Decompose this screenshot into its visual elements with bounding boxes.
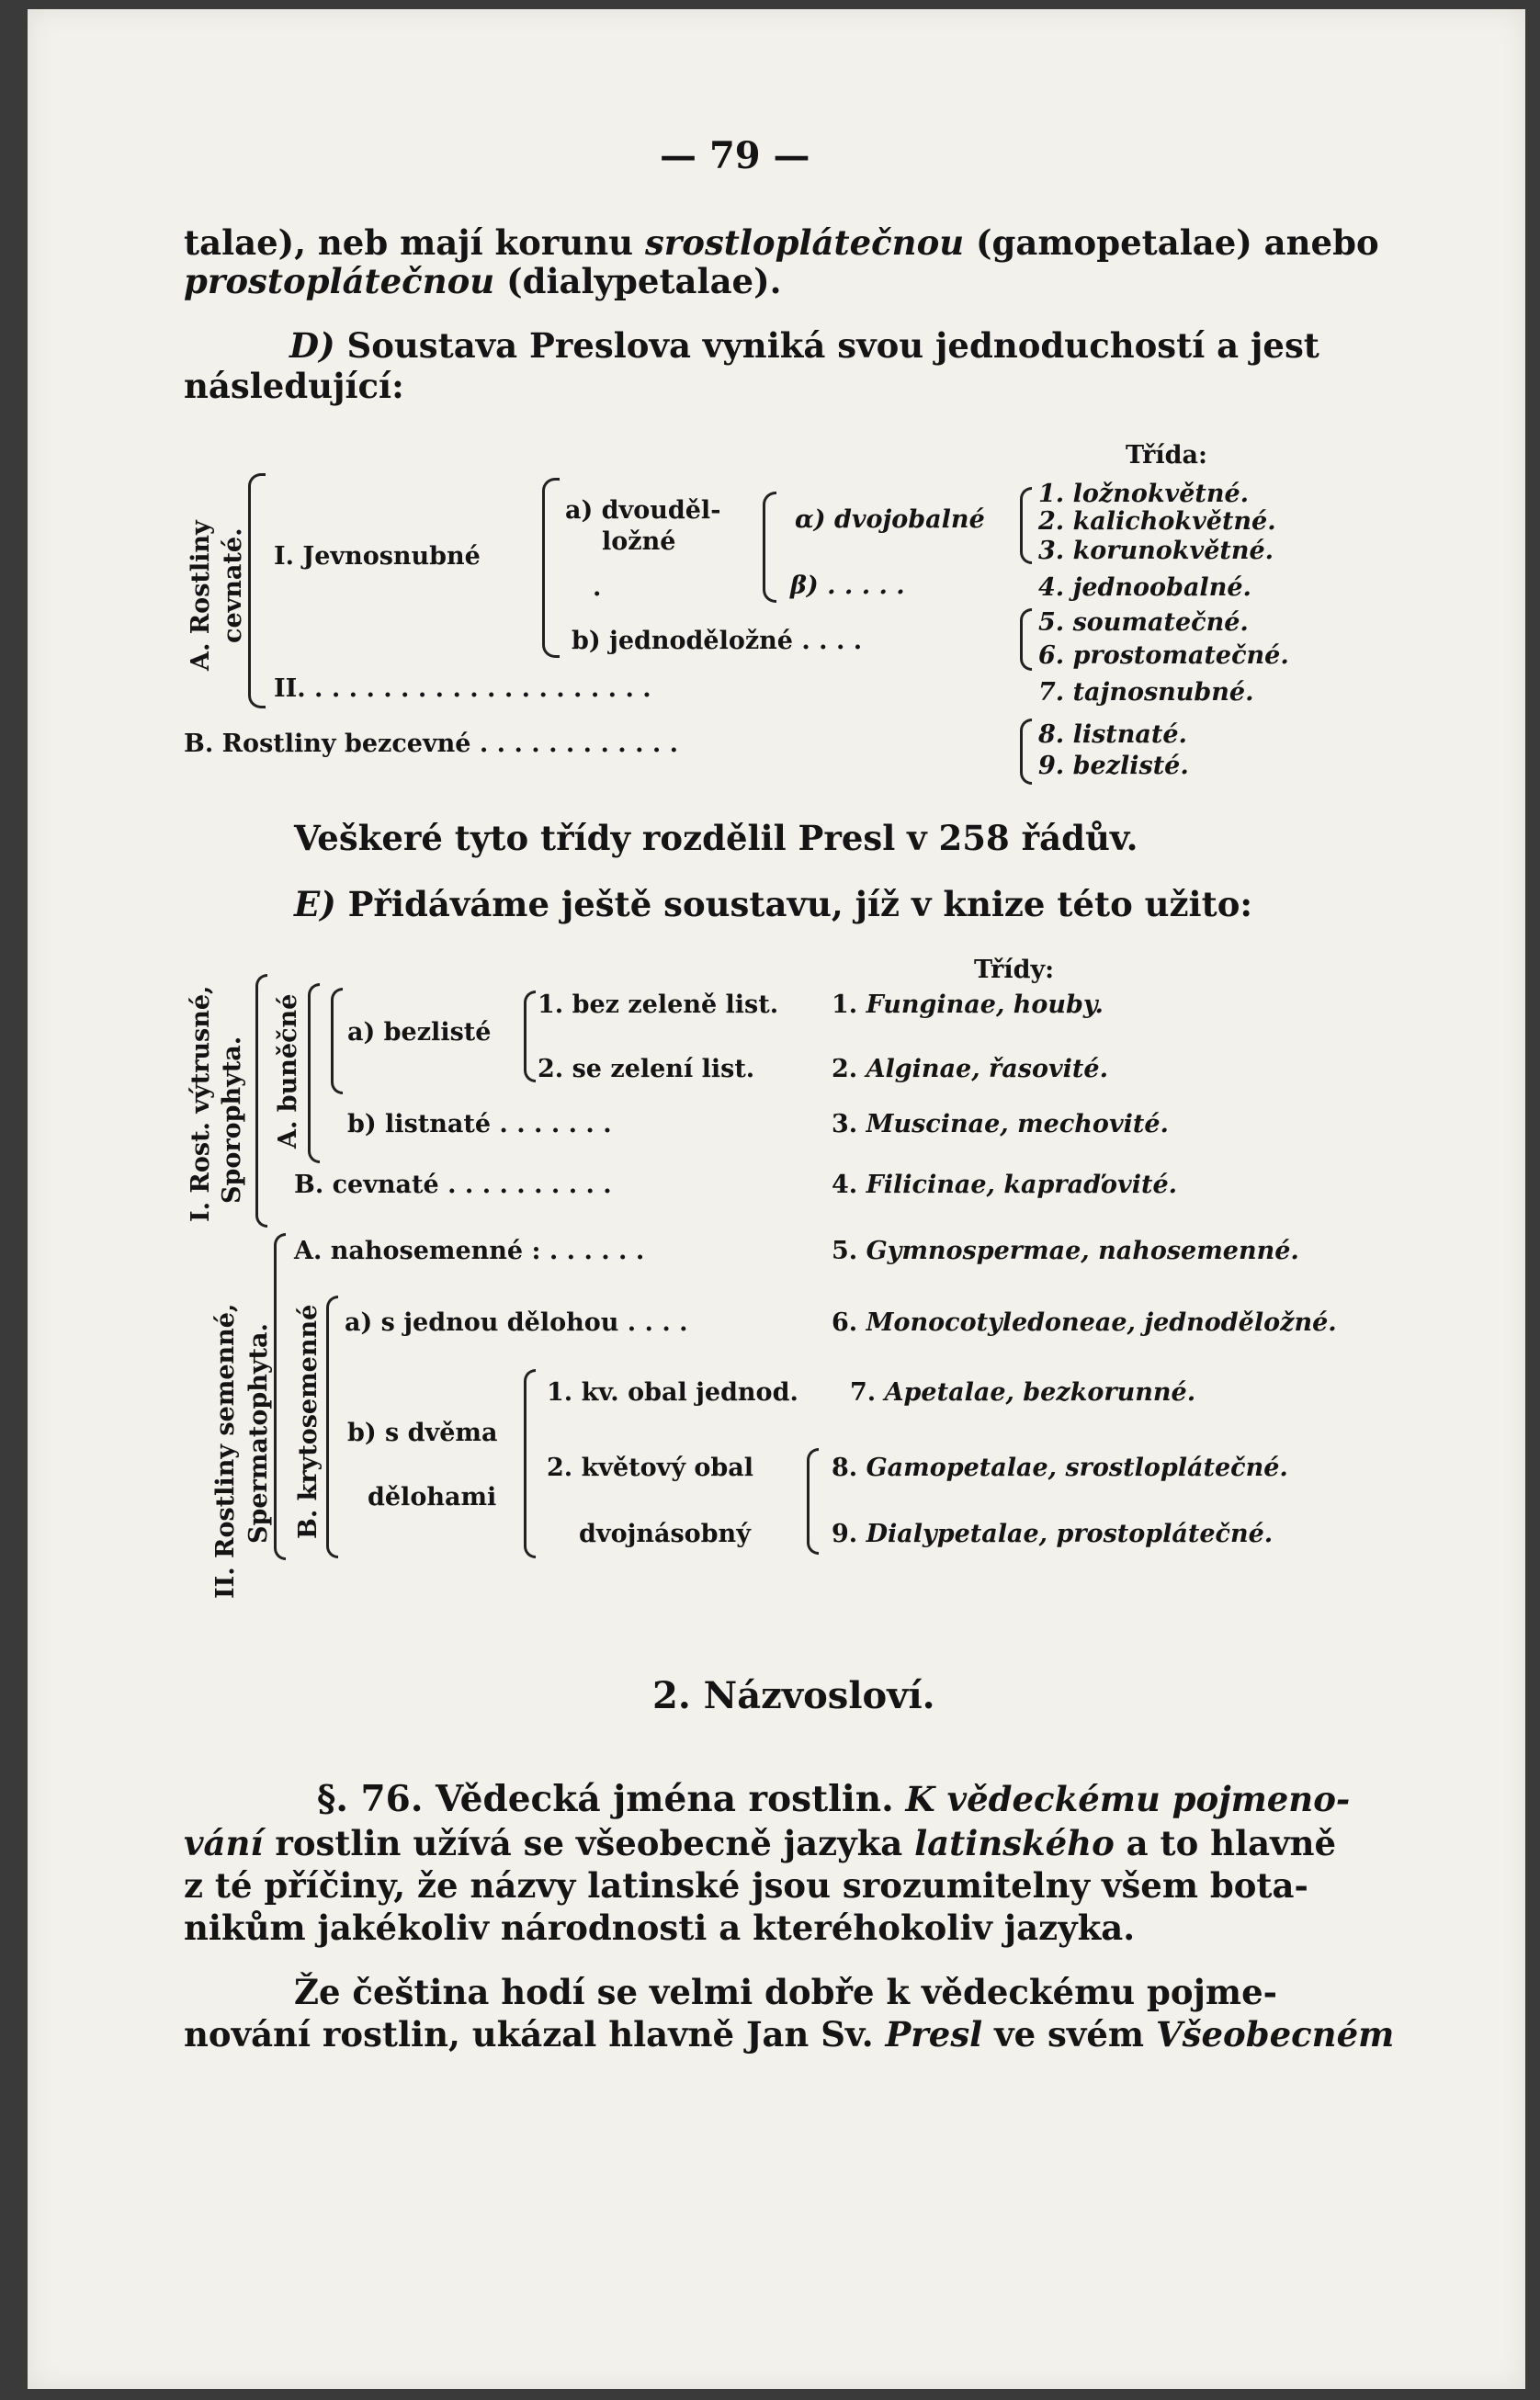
presl-class-8: 8. listnaté. [1038,720,1187,749]
class-name: Alginae, řasovité. [866,1055,1108,1083]
brace-dvema [524,1369,536,1558]
nazvoslovi-heading: 2. Názvosloví. [652,1674,935,1717]
class-num: 7. [850,1378,877,1407]
brace-zelen [524,991,536,1082]
presl-class-7: 7. tajnosnubné. [1038,678,1254,707]
listnate: b) listnaté . . . . . . . [347,1110,612,1138]
class-name: Gymnospermae, nahosemenné. [866,1237,1299,1265]
class-num: 8. [832,1454,858,1482]
jednou-delohou: a) s jednou dělohou . . . . [345,1308,688,1337]
intro-italic: srostloplátečnou [644,222,965,263]
brace-dvoudelozne [763,492,776,603]
p1-line-1 [317,1775,1350,1823]
sys-class-6 [832,1308,1337,1337]
section-d-text-2: následující: [184,366,404,406]
sys-class-3 [832,1110,1169,1138]
a-rostliny-label-2: cevnaté. [219,527,247,643]
p2-text: nování rostlin, ukázal hlavně Jan Sv. [184,2014,874,2055]
p2-text: ve svém [994,2014,1145,2055]
p1-text: rostlin užívá se všeobecně jazyka [275,1823,903,1863]
page-number-row: — 79 — [660,134,810,177]
section-76-title: §. 76. Vědecká jména rostlin. [317,1778,894,1820]
class-num: 2. [832,1055,858,1083]
brace-bezcevne [1020,719,1032,785]
section-d-label: D) [289,325,335,366]
jevnosnubne: I. Jevnosnubné [274,542,481,571]
brace-obal [807,1448,819,1555]
class-name: Filicinae, kapraďovité. [866,1171,1178,1199]
class-num: 9. [832,1520,858,1548]
alpha-row [795,505,985,534]
a-rostliny-label: A. Rostliny [187,520,215,671]
side-a-label: A. buněčné [274,993,302,1149]
page [28,9,1525,2389]
section-e-label: E) [294,884,336,924]
side-b-label: B. krytosemenné [294,1304,323,1539]
presl-class-4: 4. jednoobalné. [1038,573,1251,602]
brace-spermatophyta [274,1233,286,1560]
intro-line-2 [184,257,781,305]
class-name: Monocotyledoneae, jednoděložné. [866,1308,1337,1337]
brace-bunecne [308,983,320,1163]
kvetovy-obal: 2. květový obal [547,1454,754,1482]
intro-text: (gamopetalae) anebo [976,222,1379,263]
brace-sporophyta [255,974,267,1228]
brace-krytosemenne [326,1296,338,1558]
side-i-label: I. Rost. výtrusné, [187,985,215,1222]
p1-italic: K vědeckému pojmeno- [905,1779,1351,1819]
brace-i [542,478,560,658]
cevnate: B. cevnaté . . . . . . . . . . [294,1171,612,1199]
dvoudelozne-2: ložné [602,527,676,556]
presl-class-3: 3. korunokvětné. [1038,537,1274,565]
presl-class-5: 5. soumatečné. [1038,608,1249,637]
p1-italic: latinského [914,1823,1115,1863]
p1-line-4: nikům jakékoliv národnosti a kteréhokoliv jazyka. [184,1908,1136,1948]
dvoudelozne: a) dvouděl- [565,496,721,525]
p1-italic: vání [184,1823,264,1863]
dvema-2: dělohami [368,1483,497,1511]
class-name: Muscinae, mechovité. [866,1110,1169,1138]
p2-italic: Presl [885,2014,983,2055]
dot-mark: . [593,573,602,602]
trida-header: Třída: [1126,441,1207,470]
row-bez-zelene: 1. bez zeleně list. [538,991,779,1019]
dvojnasobny: dvojnásobný [579,1520,751,1548]
p1-text: a to hlavně [1126,1823,1337,1863]
kv-obal: 1. kv. obal jednod. [547,1378,798,1407]
class-num: 4. [832,1171,858,1199]
section-e-line [294,880,1252,928]
p2-line-2 [184,2010,1394,2058]
side-ii-label: II. Rostliny semenné, [211,1303,240,1599]
presl-class-1: 1. ložnokvětné. [1038,480,1250,508]
brace-a [248,473,266,708]
brace-b [1020,608,1032,671]
presl-summary: Veškeré tyto třídy rozdělil Presl v 258 řádův. [294,818,1138,858]
nahosemenne: A. nahosemenné : . . . . . . [294,1237,645,1265]
class-num: 3. [832,1110,858,1138]
class-num: 1. [832,991,858,1019]
class-name: Gamopetalae, srostloplátečné. [866,1454,1288,1482]
sys-class-1 [832,991,1104,1019]
sys-class-7 [850,1378,1195,1407]
sys-class-9 [832,1520,1273,1548]
p1-line-3: z té příčiny, že názvy latinské jsou srozumitelny všem bota- [184,1865,1308,1906]
ii-row: II. . . . . . . . . . . . . . . . . . . . . [274,674,651,703]
section-d-line [289,322,1319,369]
sys-class-4 [832,1171,1177,1199]
beta-label: β) . . . . . [790,572,905,600]
bezliste: a) bezlisté [347,1018,492,1047]
alpha-label: α) dvojobalné [795,505,985,534]
brace-alpha [1020,487,1032,564]
row-se-zeleni: 2. se zelení list. [538,1055,755,1083]
b-rostliny-bezcevne: B. Rostliny bezcevné . . . . . . . . . . . . [184,730,679,758]
intro-text: (dialypetalae). [506,261,782,301]
beta-row [790,572,905,600]
presl-class-6: 6. prostomatečné. [1038,641,1289,670]
intro-text: talae), neb mají korunu [184,222,634,263]
sys-class-2 [832,1055,1108,1083]
class-name: Dialypetalae, prostoplátečné. [866,1520,1274,1548]
dvema: b) s dvěma [347,1419,498,1447]
brace-bezliste [331,988,343,1094]
p2-line-1: Že čeština hodí se velmi dobře k vědeckému pojme- [294,1972,1277,2012]
presl-class-9: 9. bezlisté. [1038,752,1189,780]
p2-italic: Všeobecném [1155,2014,1395,2055]
page-number: 79 [708,134,761,177]
side-ii-latin: Spermatophyta. [244,1323,273,1544]
sys-class-8 [832,1454,1288,1482]
intro-italic: prostoplátečnou [184,261,495,301]
sys-class-5 [832,1237,1299,1265]
p1-line-2 [184,1819,1336,1867]
section-d-text: Soustava Preslova vyniká svou jednoduchostí a jest [346,325,1319,366]
class-name: Apetalae, bezkorunné. [884,1378,1196,1407]
tridy-header: Třídy: [974,956,1055,984]
class-num: 5. [832,1237,858,1265]
b-jednodelozne: b) jednoděložné . . . . [572,627,863,655]
class-num: 6. [832,1308,858,1337]
class-name: Funginae, houby. [866,991,1104,1019]
presl-class-2: 2. kalichokvětné. [1038,507,1276,536]
side-i-latin: Sporophyta. [218,1036,246,1204]
section-e-text: Přidáváme ještě soustavu, jíž v knize této užito: [347,884,1253,924]
